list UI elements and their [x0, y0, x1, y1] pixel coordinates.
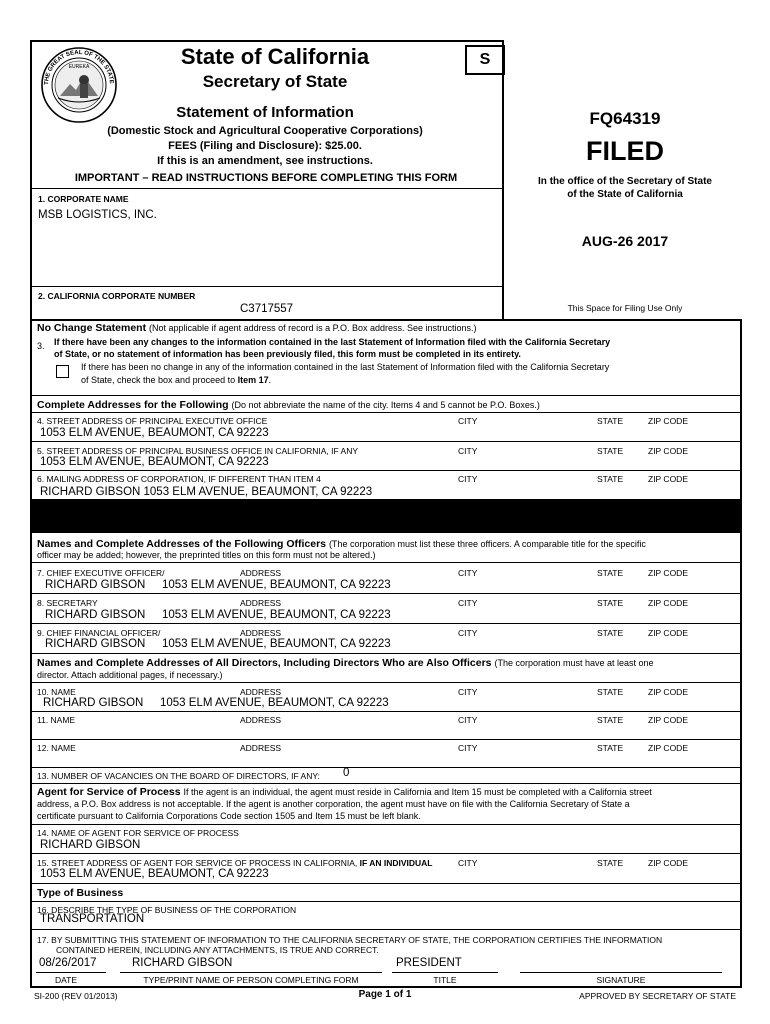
page-number: Page 1 of 1: [358, 989, 412, 1000]
item9-state-label: STATE: [597, 628, 624, 638]
item5-zip-label: ZIP CODE: [648, 446, 688, 456]
director1-address-field[interactable]: 1053 ELM AVENUE, BEAUMONT, CA 92223: [160, 697, 389, 709]
secretary-name-field[interactable]: RICHARD GIBSON: [45, 609, 146, 621]
no-change-checkbox[interactable]: [56, 365, 69, 378]
svg-text:EUREKA: EUREKA: [68, 64, 90, 70]
name-label: TYPE/PRINT NAME OF PERSON COMPLETING FORM: [143, 975, 359, 985]
signature-field[interactable]: [520, 957, 722, 971]
item7-zip-label: ZIP CODE: [648, 568, 688, 578]
officers-note-line2: officer may be added; however, the preprinted titles on this form must not be altered.): [37, 550, 376, 560]
fees-line: FEES (Filing and Disclosure): $25.00.: [168, 140, 362, 152]
amendment-line: If this is an amendment, see instructions.: [157, 155, 373, 167]
cfo-name-field[interactable]: RICHARD GIBSON: [45, 638, 146, 650]
item10-zip-label: ZIP CODE: [648, 687, 688, 697]
item10-state-label: STATE: [597, 687, 624, 697]
filing-office-line1: In the office of the Secretary of State: [538, 176, 712, 187]
item11-address-label: ADDRESS: [240, 715, 282, 725]
no-change-line2: of State, or no statement of information has been previously filed, this form must be completed in its entirety.: [54, 349, 521, 359]
vacancies-field[interactable]: 0: [343, 767, 350, 779]
item12-label: 12. NAME: [37, 743, 76, 753]
no-change-heading: No Change Statement (Not applicable if agent address of record is a P.O. Box address. See instructions.): [37, 322, 477, 334]
item10-city-label: CITY: [458, 687, 478, 697]
item9-city-label: CITY: [458, 628, 478, 638]
item6-city-label: CITY: [458, 474, 478, 484]
approved-line: APPROVED BY SECRETARY OF STATE: [579, 991, 736, 1001]
agent-note-line3: certificate pursuant to California Corporations Code section 1505 and Item 15 must be left blank.: [37, 811, 421, 821]
item15-state-label: STATE: [597, 858, 624, 868]
form-id: SI-200 (REV 01/2013): [34, 991, 118, 1001]
director1-name-field[interactable]: RICHARD GIBSON: [43, 697, 144, 709]
corporate-name-field[interactable]: MSB LOGISTICS, INC.: [38, 209, 157, 221]
certify-line1: 17. BY SUBMITTING THIS STATEMENT OF INFORMATION TO THE CALIFORNIA SECRETARY OF STATE, THE CORPORATION CERTIFIES THE INFORMATION: [37, 935, 663, 945]
mailing-address-field[interactable]: RICHARD GIBSON 1053 ELM AVENUE, BEAUMONT, CA 92223: [40, 486, 373, 498]
item11-zip-label: ZIP CODE: [648, 715, 688, 725]
item8-state-label: STATE: [597, 598, 624, 608]
business-heading: Type of Business: [37, 887, 124, 899]
addresses-heading: Complete Addresses for the Following (Do not abbreviate the name of the city. Items 4 and 5 cannot be P.O. Boxes.): [37, 399, 540, 411]
directors-note-line2: director. Attach additional pages, if necessary.): [37, 670, 223, 680]
item13-label: 13. NUMBER OF VACANCIES ON THE BOARD OF DIRECTORS, IF ANY:: [37, 771, 320, 781]
date-label: DATE: [54, 975, 78, 985]
no-change-line4: of State, check the box and proceed to Item 17.: [81, 375, 272, 385]
item5-label: 5. STREET ADDRESS OF PRINCIPAL BUSINESS OFFICE IN CALIFORNIA, IF ANY: [37, 446, 359, 456]
item4-city-label: CITY: [458, 416, 478, 426]
item1-label: 1. CORPORATE NAME: [38, 194, 129, 204]
item3-number: 3.: [37, 341, 45, 351]
item9-zip-label: ZIP CODE: [648, 628, 688, 638]
item12-city-label: CITY: [458, 743, 478, 753]
secretary-address-field[interactable]: 1053 ELM AVENUE, BEAUMONT, CA 92223: [162, 609, 391, 621]
filing-space-note: This Space for Filing Use Only: [567, 303, 683, 313]
title-field[interactable]: PRESIDENT: [396, 957, 462, 969]
title-label: TITLE: [433, 975, 457, 985]
item6-state-label: STATE: [597, 474, 624, 484]
item15-label: 15. STREET ADDRESS OF AGENT FOR SERVICE OF PROCESS IN CALIFORNIA, IF AN INDIVIDUAL: [37, 858, 433, 868]
redaction-bar: [30, 499, 742, 533]
item5-state-label: STATE: [597, 446, 624, 456]
page-subtitle: Secretary of State: [202, 72, 348, 91]
item8-city-label: CITY: [458, 598, 478, 608]
certify-line2: CONTAINED HEREIN, INCLUDING ANY ATTACHMENTS, IS TRUE AND CORRECT.: [56, 945, 379, 955]
item10-label: 10. NAME: [37, 687, 76, 697]
item8-address-label: ADDRESS: [240, 598, 282, 608]
item7-address-label: ADDRESS: [240, 568, 282, 578]
item12-address-label: ADDRESS: [240, 743, 282, 753]
cfo-address-field[interactable]: 1053 ELM AVENUE, BEAUMONT, CA 92223: [162, 638, 391, 650]
date-field[interactable]: 08/26/2017: [39, 957, 97, 969]
filing-date: AUG-26 2017: [581, 233, 669, 249]
ceo-name-field[interactable]: RICHARD GIBSON: [45, 579, 146, 591]
agent-note-line2: address, a P.O. Box address is not acceptable. If the agent is another corporation, the agent must have on file with the California Secretary of State a: [37, 799, 630, 809]
california-office-address-field[interactable]: 1053 ELM AVENUE, BEAUMONT, CA 92223: [40, 456, 269, 468]
name-completing-field[interactable]: RICHARD GIBSON: [132, 957, 233, 969]
item11-label: 11. NAME: [37, 715, 76, 725]
item12-state-label: STATE: [597, 743, 624, 753]
important-line: IMPORTANT – READ INSTRUCTIONS BEFORE COMPLETING THIS FORM: [74, 172, 458, 184]
item11-city-label: CITY: [458, 715, 478, 725]
item14-label: 14. NAME OF AGENT FOR SERVICE OF PROCESS: [37, 828, 239, 838]
signature-label: SIGNATURE: [596, 975, 646, 985]
form-description: (Domestic Stock and Agricultural Cooperative Corporations): [107, 125, 423, 137]
filing-office-line2: of the State of California: [567, 189, 683, 200]
item9-label: 9. CHIEF FINANCIAL OFFICER/: [37, 628, 161, 638]
svg-text:THE GREAT SEAL OF THE STATE OF: THE GREAT SEAL OF THE STATE: [43, 49, 115, 86]
business-type-field[interactable]: TRANSPORTATION: [40, 913, 145, 925]
item8-label: 8. SECRETARY: [37, 598, 98, 608]
directors-heading: Names and Complete Addresses of All Directors, Including Directors Who are Also Officers (The corporation must have at least one: [37, 657, 654, 669]
item5-city-label: CITY: [458, 446, 478, 456]
officers-heading: Names and Complete Addresses of the Following Officers (The corporation must list these three officers. A comparable title for the specific: [37, 538, 646, 550]
agent-address-field[interactable]: 1053 ELM AVENUE, BEAUMONT, CA 92223: [40, 868, 269, 880]
corporate-number-field[interactable]: C3717557: [240, 303, 294, 315]
item12-zip-label: ZIP CODE: [648, 743, 688, 753]
form-title: Statement of Information: [176, 104, 354, 121]
item16-label: 16. DESCRIBE THE TYPE OF BUSINESS OF THE CORPORATION: [37, 905, 297, 915]
ceo-address-field[interactable]: 1053 ELM AVENUE, BEAUMONT, CA 92223: [162, 579, 391, 591]
item6-zip-label: ZIP CODE: [648, 474, 688, 484]
item10-address-label: ADDRESS: [240, 687, 282, 697]
item15-city-label: CITY: [458, 858, 478, 868]
item9-address-label: ADDRESS: [240, 628, 282, 638]
item11-state-label: STATE: [597, 715, 624, 725]
state-seal: [40, 46, 118, 124]
item7-state-label: STATE: [597, 568, 624, 578]
filing-number: FQ64319: [589, 109, 661, 128]
no-change-line1: If there have been any changes to the information contained in the last Statement of Information filed with the California Secretary: [54, 337, 611, 347]
item2-label: 2. CALIFORNIA CORPORATE NUMBER: [38, 291, 196, 301]
item4-label: 4. STREET ADDRESS OF PRINCIPAL EXECUTIVE OFFICE: [37, 416, 268, 426]
item15-zip-label: ZIP CODE: [648, 858, 688, 868]
principal-office-address-field[interactable]: 1053 ELM AVENUE, BEAUMONT, CA 92223: [40, 427, 269, 439]
item4-zip-label: ZIP CODE: [648, 416, 688, 426]
item4-state-label: STATE: [597, 416, 624, 426]
item6-label: 6. MAILING ADDRESS OF CORPORATION, IF DIFFERENT THAN ITEM 4: [37, 474, 321, 484]
filed-stamp: FILED: [586, 136, 664, 166]
item7-label: 7. CHIEF EXECUTIVE OFFICER/: [37, 568, 165, 578]
item8-zip-label: ZIP CODE: [648, 598, 688, 608]
form-type-box: S: [465, 45, 505, 75]
agent-name-field[interactable]: RICHARD GIBSON: [40, 839, 141, 851]
page-title: State of California: [180, 44, 370, 69]
agent-heading: Agent for Service of Process If the agent is an individual, the agent must reside in California and Item 15 must be completed with a California street: [37, 786, 652, 798]
item7-city-label: CITY: [458, 568, 478, 578]
no-change-line3: If there has been no change in any of the information contained in the last Statement of Information filed with the California Secretary: [81, 362, 610, 372]
